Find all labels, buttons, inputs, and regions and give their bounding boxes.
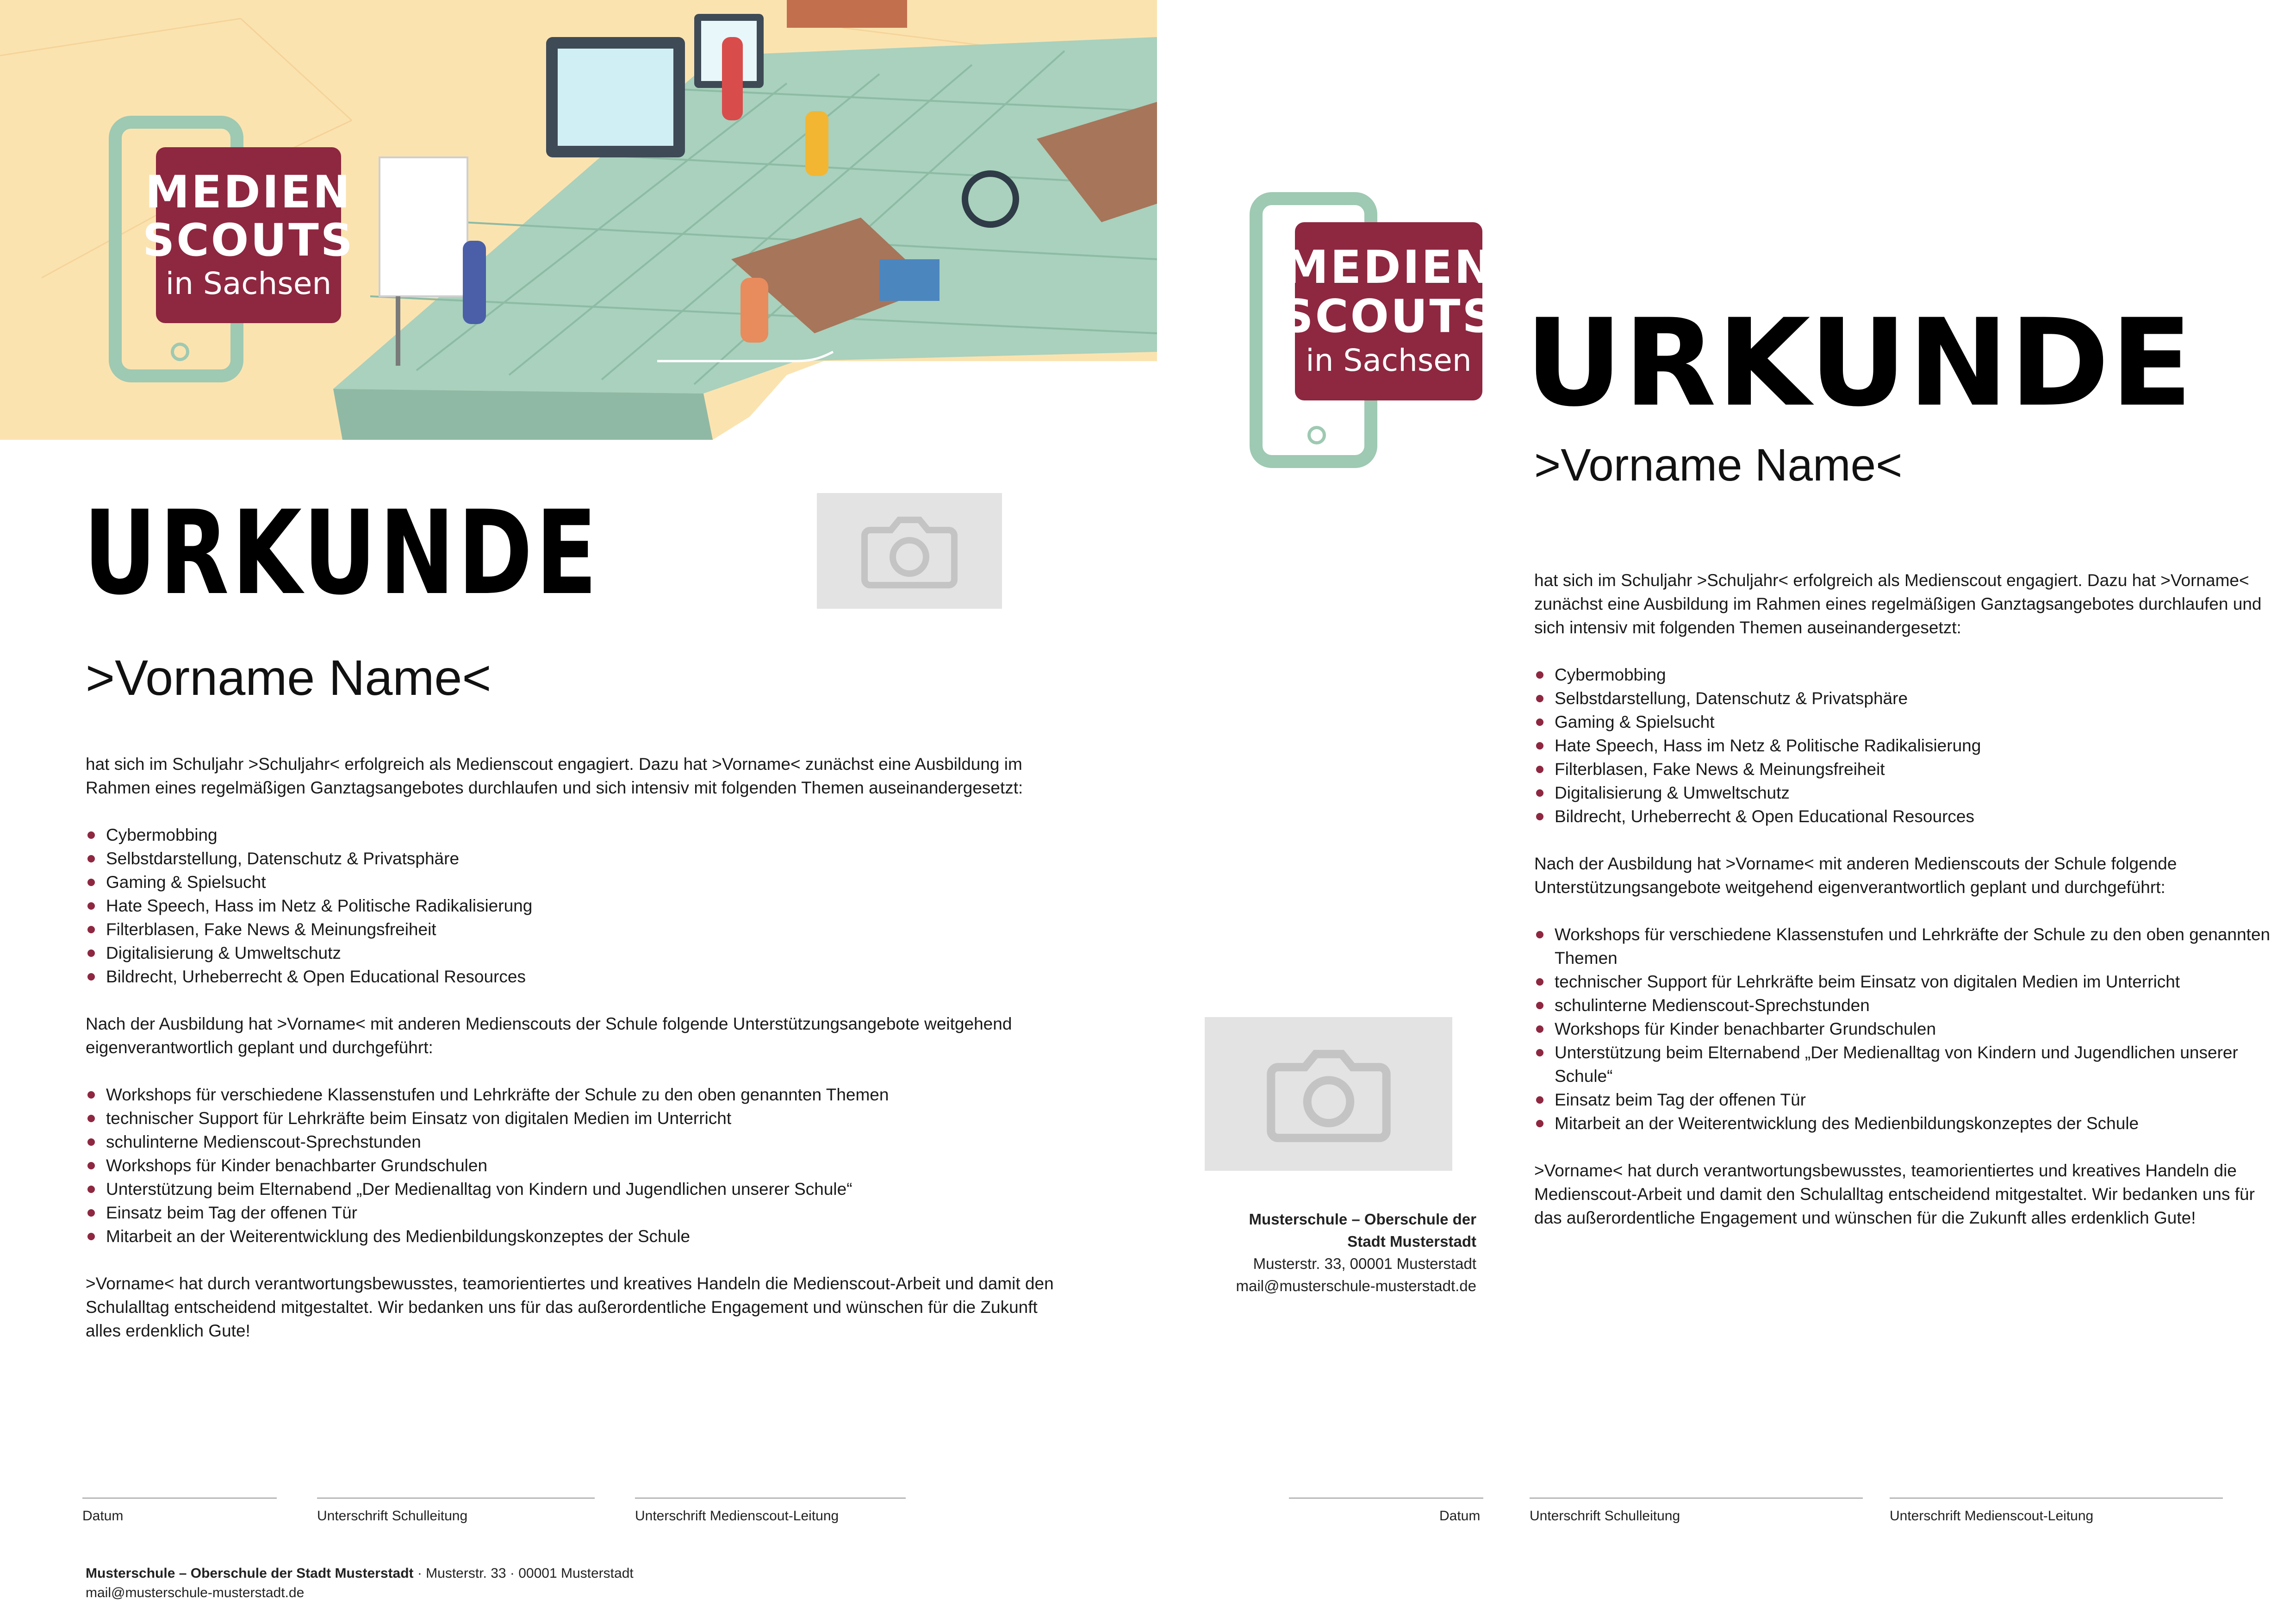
logo-text-scouts: SCOUTS (1281, 290, 1497, 344)
closing-text: >Vorname< hat durch verantwortungsbewusstes, teamorientiertes und kreatives Handeln die Medienscout-Arbeit und damit den Schulalltag entscheidend mitgestaltet. Wir bedanken uns für das außerordentliche Engagement und wünschen für die Zukunft alles erdenklich Gute! (86, 1274, 1054, 1340)
logo-text-in-sachsen: in Sachsen (165, 265, 332, 301)
signature-line-school-head (1530, 1498, 1863, 1499)
school-address-inline: · Musterstr. 33 · 00001 Musterstadt (413, 1566, 634, 1581)
list-item: Hate Speech, Hass im Netz & Politische Radikalisierung (1534, 734, 2275, 757)
school-name-line2: Stadt Musterstadt (1347, 1233, 1476, 1250)
list-item: Workshops für Kinder benachbarter Grundschulen (1534, 1017, 2275, 1041)
intro-text: hat sich im Schuljahr >Schuljahr< erfolgreich als Medienscout engagiert. Dazu hat >Vorname< zunächst eine Ausbildung im Rahmen eines regelmäßigen Ganztagsangebotes durchlaufen und sich intensiv mit folgenden Themen auseinandergesetzt: (1534, 571, 2262, 637)
camera-icon (861, 512, 958, 590)
recipient-name: >Vorname Name< (86, 650, 492, 706)
logo-medienscouts-left (143, 147, 355, 323)
signature-line-date (1289, 1498, 1483, 1499)
signature-line-scout-lead (1890, 1498, 2223, 1499)
list-item: Workshops für verschiedene Klassenstufen und Lehrkräfte der Schule zu den oben genannten Themen (1534, 923, 2275, 970)
activities-list (86, 1083, 1071, 1248)
activities-list (1534, 923, 2275, 1135)
photo-placeholder[interactable] (817, 493, 1002, 609)
logo-text-scouts: SCOUTS (143, 214, 355, 266)
logo-text-medien: MEDIEN (145, 166, 352, 218)
list-item: Cybermobbing (86, 823, 1071, 847)
recipient-name: >Vorname Name< (1534, 439, 1903, 490)
list-item: technischer Support für Lehrkräfte beim Einsatz von digitalen Medien im Unterricht (1534, 970, 2275, 993)
list-item: Bildrecht, Urheberrecht & Open Educational Resources (1534, 805, 2275, 828)
school-name-line1: Musterschule – Oberschule der (1249, 1211, 1476, 1228)
after-training-text: Nach der Ausbildung hat >Vorname< mit anderen Medienscouts der Schule folgende Unterstützungsangebote weitgehend eigenverantwortlich geplant und durchgeführt: (86, 1014, 1012, 1057)
list-item: Workshops für verschiedene Klassenstufen und Lehrkräfte der Schule zu den oben genannten Themen (86, 1083, 1071, 1106)
intro-text: hat sich im Schuljahr >Schuljahr< erfolgreich als Medienscout engagiert. Dazu hat >Vorname< zunächst eine Ausbildung im Rahmen eines regelmäßigen Ganztagsangebotes durchlaufen und sich intensiv mit folgenden Themen auseinandergesetzt: (86, 755, 1023, 797)
signature-line-date (82, 1498, 277, 1499)
list-item: technischer Support für Lehrkräfte beim Einsatz von digitalen Medien im Unterricht (86, 1106, 1071, 1130)
logo-text-medien: MEDIEN (1283, 241, 1494, 294)
list-item: Einsatz beim Tag der offenen Tür (86, 1201, 1071, 1224)
logo-phone-button (171, 343, 189, 361)
list-item: Einsatz beim Tag der offenen Tür (1534, 1088, 2275, 1112)
list-item: Digitalisierung & Umweltschutz (1534, 781, 2275, 805)
school-email: mail@musterschule-musterstadt.de (1236, 1277, 1476, 1294)
school-address-block (1203, 1208, 1476, 1297)
list-item: schulinterne Medienscout-Sprechstunden (86, 1130, 1071, 1154)
signature-line-scout-lead (635, 1498, 906, 1499)
certificate-body (86, 752, 1071, 1343)
after-training-text: Nach der Ausbildung hat >Vorname< mit anderen Medienscouts der Schule folgende Unterstützungsangebote weitgehend eigenverantwortlich geplant und durchgeführt: (1534, 854, 2177, 897)
certificate-body (1534, 568, 2275, 1230)
list-item: Filterblasen, Fake News & Meinungsfreiheit (86, 918, 1071, 941)
list-item: Mitarbeit an der Weiterentwicklung des Medienbildungskonzeptes der Schule (1534, 1112, 2275, 1135)
signature-label-date: Datum (82, 1508, 124, 1524)
list-item: Workshops für Kinder benachbarter Grundschulen (86, 1154, 1071, 1177)
signature-label-scout-lead: Unterschrift Medienscout-Leitung (1890, 1508, 2094, 1524)
signature-label-scout-lead: Unterschrift Medienscout-Leitung (635, 1508, 839, 1524)
list-item: Unterstützung beim Elternabend „Der Medienalltag von Kindern und Jugendlichen unserer Schule“ (86, 1177, 1071, 1201)
logo-phone-button (1307, 426, 1326, 444)
list-item: Selbstdarstellung, Datenschutz & Privatsphäre (1534, 687, 2275, 710)
signature-line-school-head (317, 1498, 595, 1499)
certificate-title: URKUNDE (1525, 294, 2194, 433)
signature-label-school-head: Unterschrift Schulleitung (1530, 1508, 1680, 1524)
list-item: Gaming & Spielsucht (86, 870, 1071, 894)
logo-medienscouts-right (1281, 222, 1497, 400)
list-item: Mitarbeit an der Weiterentwicklung des Medienbildungskonzeptes der Schule (86, 1224, 1071, 1248)
list-item: Bildrecht, Urheberrecht & Open Educational Resources (86, 965, 1071, 988)
school-footer (86, 1564, 634, 1603)
list-item: Hate Speech, Hass im Netz & Politische Radikalisierung (86, 894, 1071, 918)
certificate-page-right (1157, 0, 2296, 1624)
camera-icon (1266, 1043, 1391, 1145)
list-item: Digitalisierung & Umweltschutz (86, 941, 1071, 965)
photo-placeholder[interactable] (1205, 1017, 1452, 1171)
school-address: Musterstr. 33, 00001 Musterstadt (1253, 1255, 1476, 1272)
logo-text-in-sachsen: in Sachsen (1306, 343, 1472, 379)
school-email: mail@musterschule-musterstadt.de (86, 1585, 305, 1600)
topics-list (86, 823, 1071, 988)
school-name: Musterschule – Oberschule der Stadt Musterstadt (86, 1566, 414, 1581)
topics-list (1534, 663, 2275, 828)
list-item: Gaming & Spielsucht (1534, 710, 2275, 734)
certificate-title: URKUNDE (83, 486, 600, 620)
list-item: schulinterne Medienscout-Sprechstunden (1534, 993, 2275, 1017)
signature-label-date: Datum (1439, 1508, 1481, 1524)
closing-text: >Vorname< hat durch verantwortungsbewusstes, teamorientiertes und kreatives Handeln die Medienscout-Arbeit und damit den Schulalltag entscheidend mitgestaltet. Wir bedanken uns für das außerordentliche Engagement und wünschen für die Zukunft alles erdenklich Gute! (1534, 1161, 2255, 1227)
signature-label-school-head: Unterschrift Schulleitung (317, 1508, 468, 1524)
list-item: Cybermobbing (1534, 663, 2275, 687)
list-item: Unterstützung beim Elternabend „Der Medienalltag von Kindern und Jugendlichen unserer Schule“ (1534, 1041, 2275, 1088)
list-item: Selbstdarstellung, Datenschutz & Privatsphäre (86, 847, 1071, 870)
list-item: Filterblasen, Fake News & Meinungsfreiheit (1534, 757, 2275, 781)
